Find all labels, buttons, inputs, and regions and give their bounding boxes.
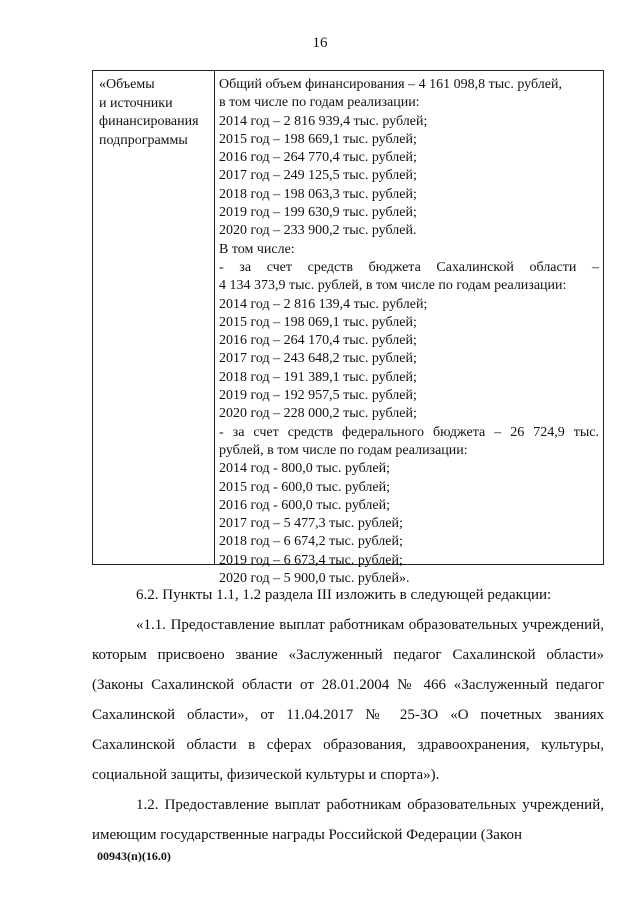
funding-line: 2016 год – 264 170,4 тыс. рублей;: [219, 333, 417, 349]
left-cell-line: и источники: [99, 95, 173, 111]
funding-line: В том числе:: [219, 241, 295, 257]
left-cell-line: финансирования: [99, 114, 199, 129]
funding-line: - за счет средств федерального бюджета – 26 724,9 тыс.: [219, 424, 599, 440]
funding-line: 2016 год - 600,0 тыс. рублей;: [219, 497, 391, 513]
funding-line: 2020 год – 5 900,0 тыс. рублей».: [219, 571, 410, 587]
left-cell-line: «Объемы: [99, 77, 155, 92]
funding-line: 2020 год – 233 900,2 тыс. рублей.: [219, 223, 417, 239]
funding-line: 2017 год – 5 477,3 тыс. рублей;: [219, 516, 403, 532]
funding-table: [92, 70, 604, 587]
table-right-cell: [219, 76, 599, 588]
paragraph-1-2: 1.2. Предоставление выплат работникам образовательных учреждений, имеющим государственные награды Российской Федерации (Закон: [92, 797, 604, 843]
funding-line: 2018 год – 191 389,1 тыс. рублей;: [219, 369, 417, 385]
funding-line: 2019 год – 192 957,5 тыс. рублей;: [219, 388, 417, 404]
funding-line: Общий объем финансирования – 4 161 098,8 тыс. рублей,: [219, 77, 562, 92]
document-code: 00943(п)(16.0): [97, 849, 171, 863]
funding-line: 2015 год – 198 069,1 тыс. рублей;: [219, 314, 417, 330]
funding-line: 2016 год – 264 770,4 тыс. рублей;: [219, 150, 417, 166]
funding-line: - за счет средств бюджета Сахалинской области –: [219, 259, 599, 275]
funding-line: 2019 год – 6 673,4 тыс. рублей;: [219, 552, 403, 568]
funding-line: 2018 год – 6 674,2 тыс. рублей;: [219, 534, 403, 550]
funding-line: 2014 год – 2 816 139,4 тыс. рублей;: [219, 296, 428, 312]
left-cell-line: подпрограммы: [99, 132, 188, 148]
funding-line: 2017 год – 243 648,2 тыс. рублей;: [219, 351, 417, 367]
funding-line: 2015 год - 600,0 тыс. рублей;: [219, 479, 391, 495]
funding-line: 4 134 373,9 тыс. рублей, в том числе по годам реализации:: [219, 278, 567, 294]
funding-line: 2014 год - 800,0 тыс. рублей;: [219, 461, 391, 477]
funding-line: в том числе по годам реализации:: [219, 95, 420, 111]
body-text: [92, 580, 604, 850]
paragraph-1-1: «1.1. Предоставление выплат работникам образовательных учреждений, которым присвоено звание «Заслуженный педагог Сахалинской области» (Законы Сахалинской области от 28.01.2004 № 466 «Заслуженный педагог Сахалинской области», от 11.04.2017 № 25-ЗО «О почетных званиях Сахалинской области в сферах образования, здравоохранения, культуры, социальной защиты, физической культуры и спорта»).: [92, 617, 604, 783]
funding-line: 2018 год – 198 063,3 тыс. рублей;: [219, 186, 417, 202]
funding-line: 2014 год – 2 816 939,4 тыс. рублей;: [219, 113, 428, 129]
table-left-cell: [99, 76, 211, 150]
paragraph-6-2: 6.2. Пункты 1.1, 1.2 раздела III изложить в следующей редакции:: [136, 587, 552, 603]
funding-line: 2019 год – 199 630,9 тыс. рублей;: [219, 205, 417, 221]
funding-line: рублей, в том числе по годам реализации:: [219, 442, 468, 458]
table-column-divider: [214, 71, 215, 564]
funding-line: 2020 год – 228 000,2 тыс. рублей;: [219, 406, 417, 422]
funding-line: 2015 год – 198 669,1 тыс. рублей;: [219, 131, 417, 147]
funding-line: 2017 год – 249 125,5 тыс. рублей;: [219, 168, 417, 184]
page-number: 16: [312, 35, 328, 51]
